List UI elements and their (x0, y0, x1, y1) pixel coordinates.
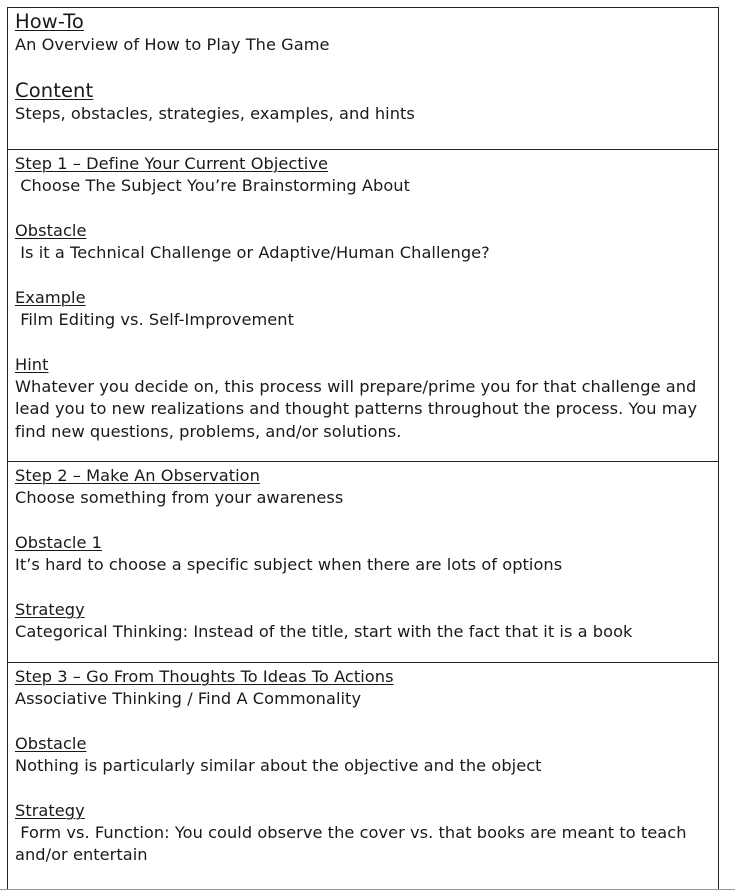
howto-title: How-To (15, 10, 84, 33)
step1-example-label: Example (15, 287, 86, 307)
step1-cell (8, 149, 718, 461)
step2-obstacle-label: Obstacle 1 (15, 532, 103, 552)
step2-heading: Step 2 – Make An Observation (15, 466, 260, 485)
intro-cell (8, 8, 718, 149)
step2-cell (8, 461, 718, 662)
content-text: Steps, obstacles, strategies, examples, and hints (15, 104, 415, 124)
step3-strategy-label: Strategy (15, 800, 85, 820)
step2-obstacle-text: It’s hard to choose a specific subject when there are lots of options (15, 555, 563, 575)
step3-text: Associative Thinking / Find A Commonality (15, 689, 362, 709)
step3-obstacle-text: Nothing is particularly similar about the objective and the object (15, 756, 542, 776)
step1-obstacle-label: Obstacle (15, 220, 87, 240)
document-table (7, 7, 719, 890)
step3-obstacle-label: Obstacle (15, 733, 87, 753)
step2-text: Choose something from your awareness (15, 488, 344, 508)
step2-strategy-text: Categorical Thinking: Instead of the title, start with the fact that it is a book (15, 622, 633, 642)
step3-cell (8, 662, 718, 889)
step3-strategy-text: Form vs. Function: You could observe the cover vs. that books are meant to teach and/or entertain (15, 823, 692, 865)
content-title: Content (15, 79, 94, 103)
step1-heading: Step 1 – Define Your Current Objective (15, 154, 328, 173)
step2-strategy-label: Strategy (15, 599, 85, 619)
step1-hint-text: Whatever you decide on, this process will prepare/prime you for that challenge and lead you to new realizations and thought patterns throughout the process. You may find new questions, problems, and/or solutions. (15, 376, 698, 441)
step1-hint-label: Hint (15, 354, 49, 374)
step1-text: Choose The Subject You’re Brainstorming About (15, 176, 411, 196)
step3-heading: Step 3 – Go From Thoughts To Ideas To Actions (15, 667, 394, 686)
page-bottom-rule (0, 889, 735, 890)
step1-obstacle-text: Is it a Technical Challenge or Adaptive/Human Challenge? (15, 243, 490, 263)
step1-example-text: Film Editing vs. Self-Improvement (15, 310, 295, 330)
howto-text: An Overview of How to Play The Game (15, 35, 330, 54)
